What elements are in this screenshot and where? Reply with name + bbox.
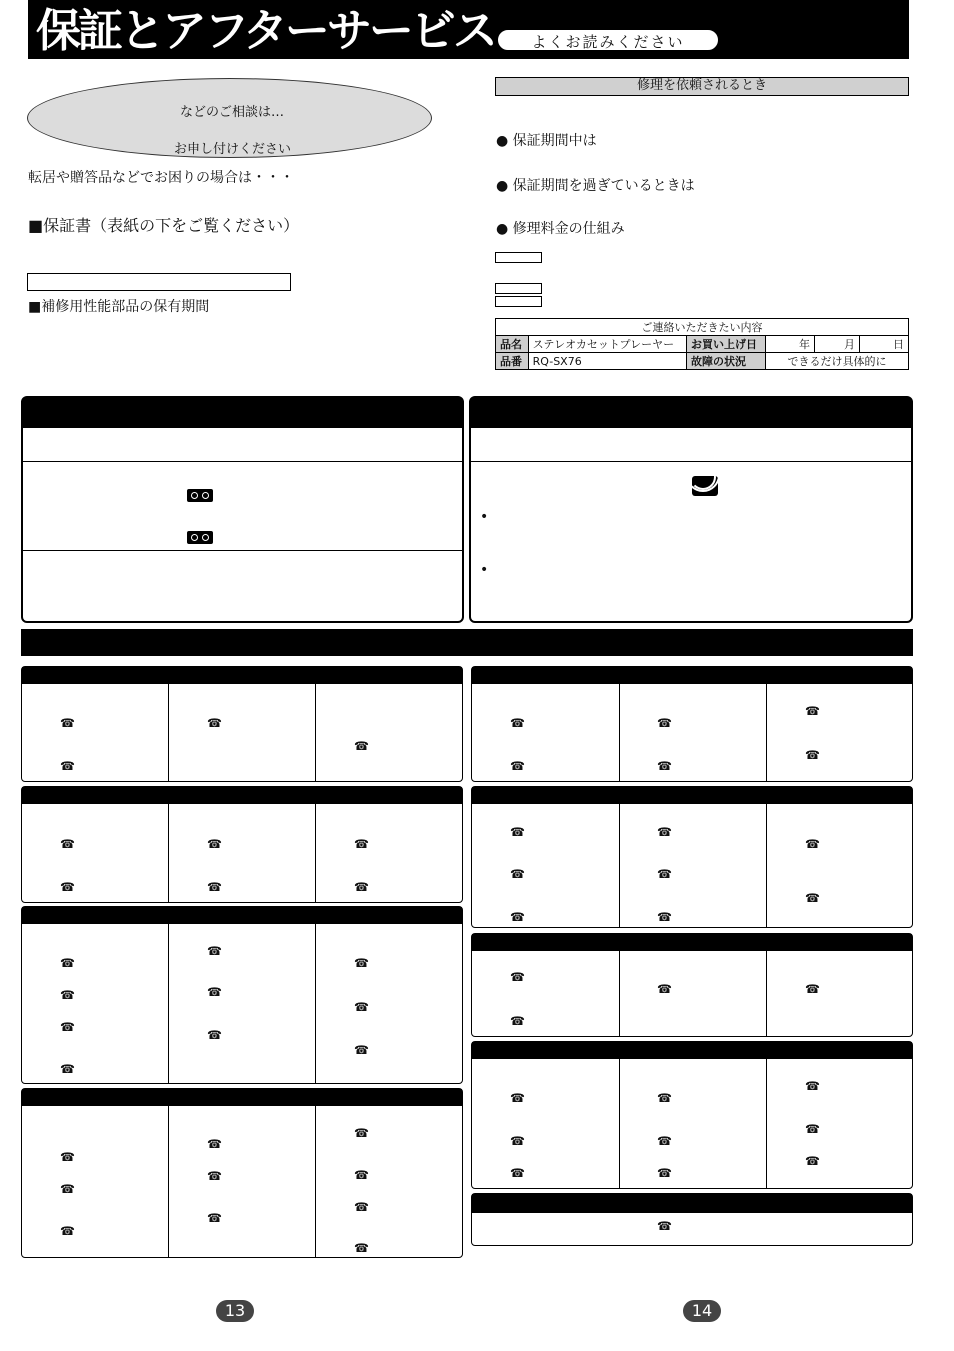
divider xyxy=(23,550,462,551)
list-bullet: • xyxy=(480,562,489,578)
service-section xyxy=(21,1088,463,1258)
section-header xyxy=(22,907,462,924)
cassette-icon xyxy=(187,489,213,502)
parts-period-heading: ■補修用性能部品の保有期間 xyxy=(28,299,210,315)
cassette-icon xyxy=(187,531,213,544)
phone-icon: ☎ xyxy=(805,891,820,905)
phone-icon: ☎ xyxy=(510,970,525,984)
phone-icon: ☎ xyxy=(354,1200,369,1214)
left-info-frame xyxy=(21,396,464,623)
phone-icon: ☎ xyxy=(60,1224,75,1238)
phone-icon: ☎ xyxy=(510,1014,525,1028)
ellipse-line-1: などのご相談は… xyxy=(180,105,285,120)
bullet-repair-cost: ● 修理料金の仕組み xyxy=(496,221,625,237)
phone-icon: ☎ xyxy=(510,1091,525,1105)
phone-icon: ☎ xyxy=(354,956,369,970)
phone-icon: ☎ xyxy=(657,1134,672,1148)
phone-icon: ☎ xyxy=(60,759,75,773)
phone-icon: ☎ xyxy=(60,1020,75,1034)
phone-icon: ☎ xyxy=(657,867,672,881)
phone-icon: ☎ xyxy=(657,1219,672,1233)
phone-icon: ☎ xyxy=(657,982,672,996)
fault-status-value: できるだけ具体的に xyxy=(766,353,909,370)
label-model-number: 品番 xyxy=(496,353,529,370)
product-name-value: ステレオカセットプレーヤー xyxy=(528,336,686,353)
label-purchase-date: お買い上げ日 xyxy=(687,336,766,353)
label-product-name: 品名 xyxy=(496,336,529,353)
phone-icon: ☎ xyxy=(354,837,369,851)
phone-icon: ☎ xyxy=(510,759,525,773)
repair-request-band: 修理を依頼されるとき xyxy=(495,77,909,96)
phone-icon: ☎ xyxy=(354,880,369,894)
ellipse-line-2: お申し付けください xyxy=(174,142,292,157)
phone-icon: ☎ xyxy=(207,985,222,999)
left-frame-header xyxy=(23,398,462,428)
section-header xyxy=(472,1194,912,1213)
phone-icon: ☎ xyxy=(510,1134,525,1148)
bullet-after-warranty: ● 保証期間を過ぎているときは xyxy=(496,178,695,194)
phone-icon: ☎ xyxy=(805,748,820,762)
phone-icon: ☎ xyxy=(657,910,672,924)
section-header xyxy=(472,1042,912,1059)
divider xyxy=(23,461,462,462)
service-section xyxy=(471,933,913,1037)
page-title: 保証とアフターサービス xyxy=(36,4,495,57)
list-bullet: • xyxy=(480,509,489,525)
model-number-value: RQ-SX76 xyxy=(528,353,686,370)
purchase-day: 日 xyxy=(860,336,909,353)
phone-icon: ☎ xyxy=(805,1154,820,1168)
phone-icon: ☎ xyxy=(805,1079,820,1093)
service-section xyxy=(21,786,463,903)
phone-icon: ☎ xyxy=(657,1091,672,1105)
service-section xyxy=(471,1041,913,1189)
page-number-right: 14 xyxy=(683,1300,721,1322)
section-header xyxy=(472,934,912,951)
phone-icon: ☎ xyxy=(60,988,75,1002)
phone-icon: ☎ xyxy=(354,1043,369,1057)
phone-icon: ☎ xyxy=(510,825,525,839)
phone-icon: ☎ xyxy=(510,867,525,881)
blank-box-3 xyxy=(495,296,542,307)
phone-icon: ☎ xyxy=(510,1166,525,1180)
phone-icon: ☎ xyxy=(354,1168,369,1182)
phone-icon: ☎ xyxy=(207,1028,222,1042)
phone-icon: ☎ xyxy=(657,1166,672,1180)
blank-box xyxy=(27,273,291,291)
phone-icon: ☎ xyxy=(805,704,820,718)
phone-icon: ☎ xyxy=(207,944,222,958)
contact-table-header: ご連絡いただきたい内容 xyxy=(496,319,909,336)
read-carefully-badge: よくお読みください xyxy=(496,28,720,52)
phone-icon: ☎ xyxy=(60,837,75,851)
phone-icon: ☎ xyxy=(60,956,75,970)
page-number-left: 13 xyxy=(216,1300,254,1322)
blank-box-1 xyxy=(495,252,542,263)
phone-icon: ☎ xyxy=(60,1062,75,1076)
phone-icon: ☎ xyxy=(510,910,525,924)
phone-icon: ☎ xyxy=(354,739,369,753)
phone-icon: ☎ xyxy=(354,1241,369,1255)
right-info-frame xyxy=(469,396,913,623)
phone-icon: ☎ xyxy=(207,837,222,851)
phone-icon: ☎ xyxy=(805,982,820,996)
section-header xyxy=(472,667,912,684)
phone-icon: ☎ xyxy=(805,837,820,851)
label-fault-status: 故障の状況 xyxy=(687,353,766,370)
section-header xyxy=(22,667,462,684)
blank-box-2 xyxy=(495,283,542,294)
phone-icon: ☎ xyxy=(60,1150,75,1164)
divider xyxy=(471,461,911,462)
section-header xyxy=(22,787,462,804)
purchase-year: 年 xyxy=(766,336,815,353)
service-section xyxy=(21,906,463,1084)
phone-icon: ☎ xyxy=(805,1122,820,1136)
phone-icon: ☎ xyxy=(207,880,222,894)
section-header xyxy=(472,787,912,804)
phone-icon: ☎ xyxy=(207,1169,222,1183)
phone-icon: ☎ xyxy=(510,716,525,730)
service-network-header-bar xyxy=(21,629,913,656)
phone-icon: ☎ xyxy=(657,759,672,773)
phone-icon: ☎ xyxy=(207,716,222,730)
phone-icon: ☎ xyxy=(207,1137,222,1151)
phone-icon: ☎ xyxy=(657,825,672,839)
phone-icon: ☎ xyxy=(60,1182,75,1196)
contact-info-table xyxy=(495,318,909,370)
purchase-month: 月 xyxy=(815,336,860,353)
service-section xyxy=(21,666,463,782)
bullet-warranty-period: ● 保証期間中は xyxy=(496,133,597,149)
service-section xyxy=(471,666,913,782)
section-header xyxy=(22,1089,462,1106)
phone-icon: ☎ xyxy=(207,1211,222,1225)
repair-service-icon xyxy=(692,476,718,496)
moving-gift-text: 転居や贈答品などでお困りの場合は・・・ xyxy=(28,170,294,186)
phone-icon: ☎ xyxy=(60,716,75,730)
right-frame-header xyxy=(471,398,911,428)
phone-icon: ☎ xyxy=(657,716,672,730)
service-section xyxy=(471,786,913,928)
phone-icon: ☎ xyxy=(354,1000,369,1014)
service-section xyxy=(471,1193,913,1246)
warranty-heading: ■保証書（表紙の下をご覧ください） xyxy=(28,216,300,235)
phone-icon: ☎ xyxy=(354,1126,369,1140)
phone-icon: ☎ xyxy=(60,880,75,894)
